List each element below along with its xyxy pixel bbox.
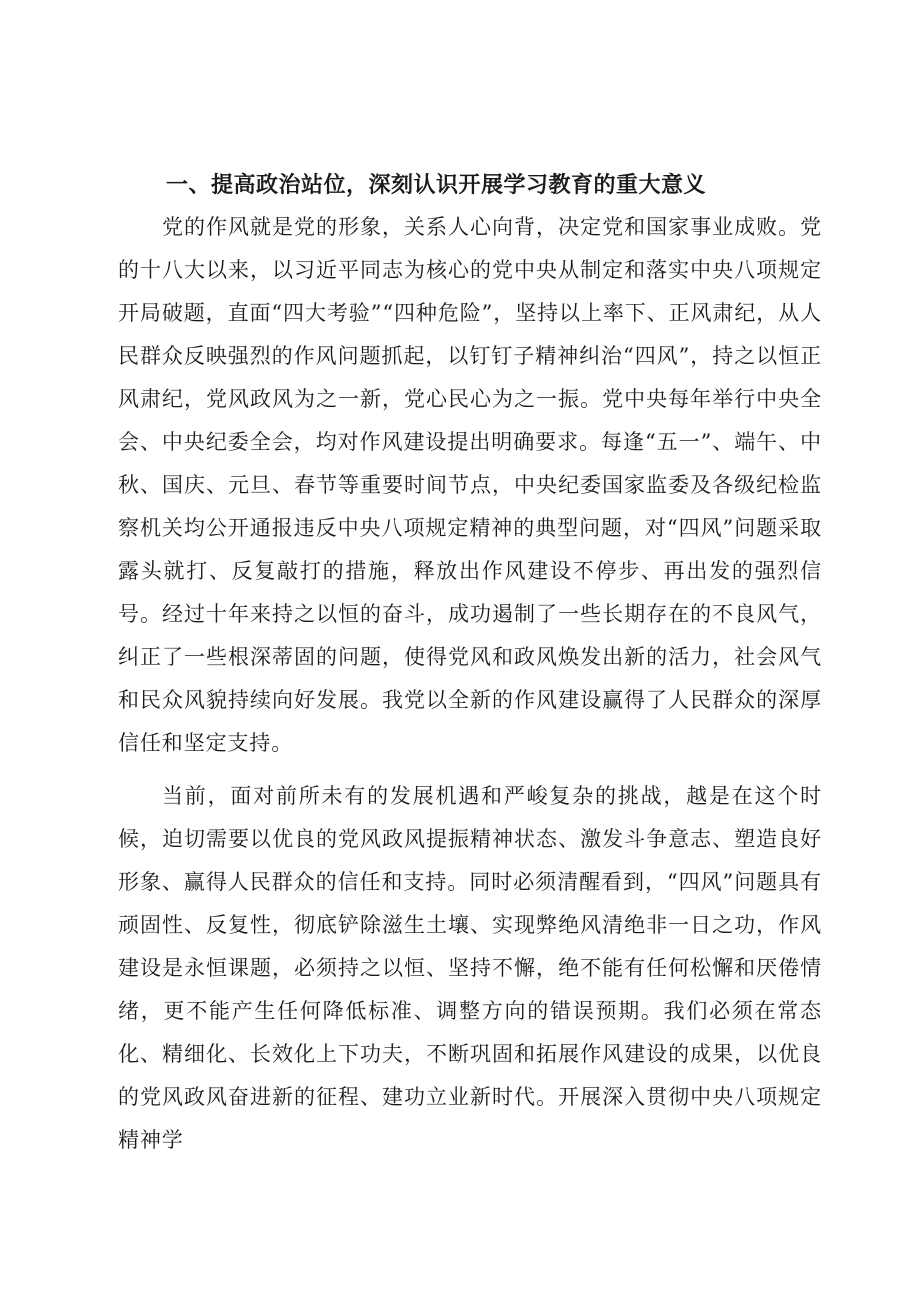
- paragraph-1: 党的作风就是党的形象，关系人心向背，决定党和国家事业成败。党的十八大以来，以习近平同志为核心的党中央从制定和落实中央八项规定开局破题，直面“四大考验”“四种危险”，坚持以上率下、正风肃纪，从人民群众反映强烈的作风问题抓起，以钉钉子精神纠治“四风”，持之以恒正风肃纪，党风政风为之一新，党心民心为之一振。党中央每年举行中央全会、中央纪委全会，均对作风建设提出明确要求。每逢“五一”、端午、中秋、国庆、元旦、春节等重要时间节点，中央纪委国家监委及各级纪检监察机关均公开通报违反中央八项规定精神的典型问题，对“四风”问题采取露头就打、反复敲打的措施，释放出作风建设不停步、再出发的强烈信号。经过十年来持之以恒的奋斗，成功遏制了一些长期存在的不良风气，纠正了一些根深蒂固的问题，使得党风和政风焕发出新的活力，社会风气和民众风貌持续向好发展。我党以全新的作风建设赢得了人民群众的深厚信任和坚定支持。: [118, 215, 822, 755]
- section-heading: 一、提高政治站位，深刻认识开展学习教育的重大意义: [166, 173, 707, 198]
- paragraph-2: 当前，面对前所未有的发展机遇和严峻复杂的挑战，越是在这个时候，迫切需要以优良的党风政风提振精神状态、激发斗争意志、塑造良好形象、赢得人民群众的信任和支持。同时必须清醒看到，“四风”问题具有顽固性、反复性，彻底铲除滋生土壤、实现弊绝风清绝非一日之功，作风建设是永恒课题，必须持之以恒、坚持不懈，绝不能有任何松懈和厌倦情绪，更不能产生任何降低标准、调整方向的错误预期。我们必须在常态化、精细化、长效化上下功夫，不断巩固和拓展作风建设的成果，以优良的党风政风奋进新的征程、建功立业新时代。开展深入贯彻中央八项规定精神学: [118, 784, 822, 1152]
- document-body: [118, 168, 822, 1162]
